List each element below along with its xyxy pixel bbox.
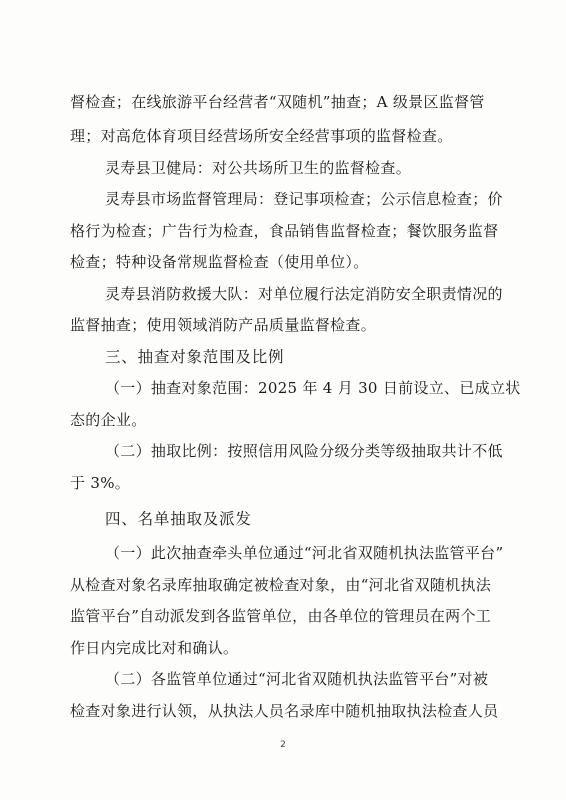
body-text-line: 理；对高危体育项目经营场所安全经营事项的监督检查。 xyxy=(70,127,453,145)
body-text-line: 督检查；在线旅游平台经营者“双随机”抽查；A 级景区监督管 xyxy=(70,93,485,111)
body-text-line: （一）抽查对象范围：2025 年 4 月 30 日前设立、已成立状 xyxy=(105,379,521,397)
section-heading: 四、名单抽取及派发 xyxy=(105,510,252,528)
body-text-line: （二）抽取比例：按照信用风险分级分类等级抽取共计不低 xyxy=(105,442,503,460)
body-text-line: 于 3%。 xyxy=(70,474,131,492)
body-text-line: 从检查对象名录库抽取确定被检查对象，由“河北省双随机执法 xyxy=(70,576,492,594)
body-text-line: （二）各监管单位通过“河北省双随机执法监管平台”对被 xyxy=(105,670,489,688)
body-text-line: 格行为检查；广告行为检查，食品销售监督检查；餐饮服务监督 xyxy=(70,222,499,240)
body-text-line: （一）此次抽查牵头单位通过“河北省双随机执法监管平台” xyxy=(105,544,504,562)
body-text-line: 灵寿县卫健局：对公共场所卫生的监督检查。 xyxy=(105,159,412,177)
body-text-line: 监督抽查；使用领域消防产品质量监督检查。 xyxy=(70,316,377,334)
body-text-line: 检查对象进行认领，从执法人员名录库中随机抽取执法检查人员 xyxy=(70,702,499,720)
section-heading: 三、抽查对象范围及比例 xyxy=(105,348,285,366)
body-text-line: 灵寿县市场监督管理局：登记事项检查；公示信息检查；价 xyxy=(105,190,503,208)
body-text-line: 灵寿县消防救援大队：对单位履行法定消防安全职责情况的 xyxy=(105,285,503,303)
body-text-line: 作日内完成比对和确认。 xyxy=(70,639,239,657)
page-number: 2 xyxy=(280,740,286,750)
body-text-line: 态的企业。 xyxy=(70,411,147,429)
body-text-line: 监管平台”自动派发到各监管单位，由各单位的管理员在两个工 xyxy=(70,607,492,625)
body-text-line: 检查；特种设备常规监督检查（使用单位）。 xyxy=(70,253,369,271)
